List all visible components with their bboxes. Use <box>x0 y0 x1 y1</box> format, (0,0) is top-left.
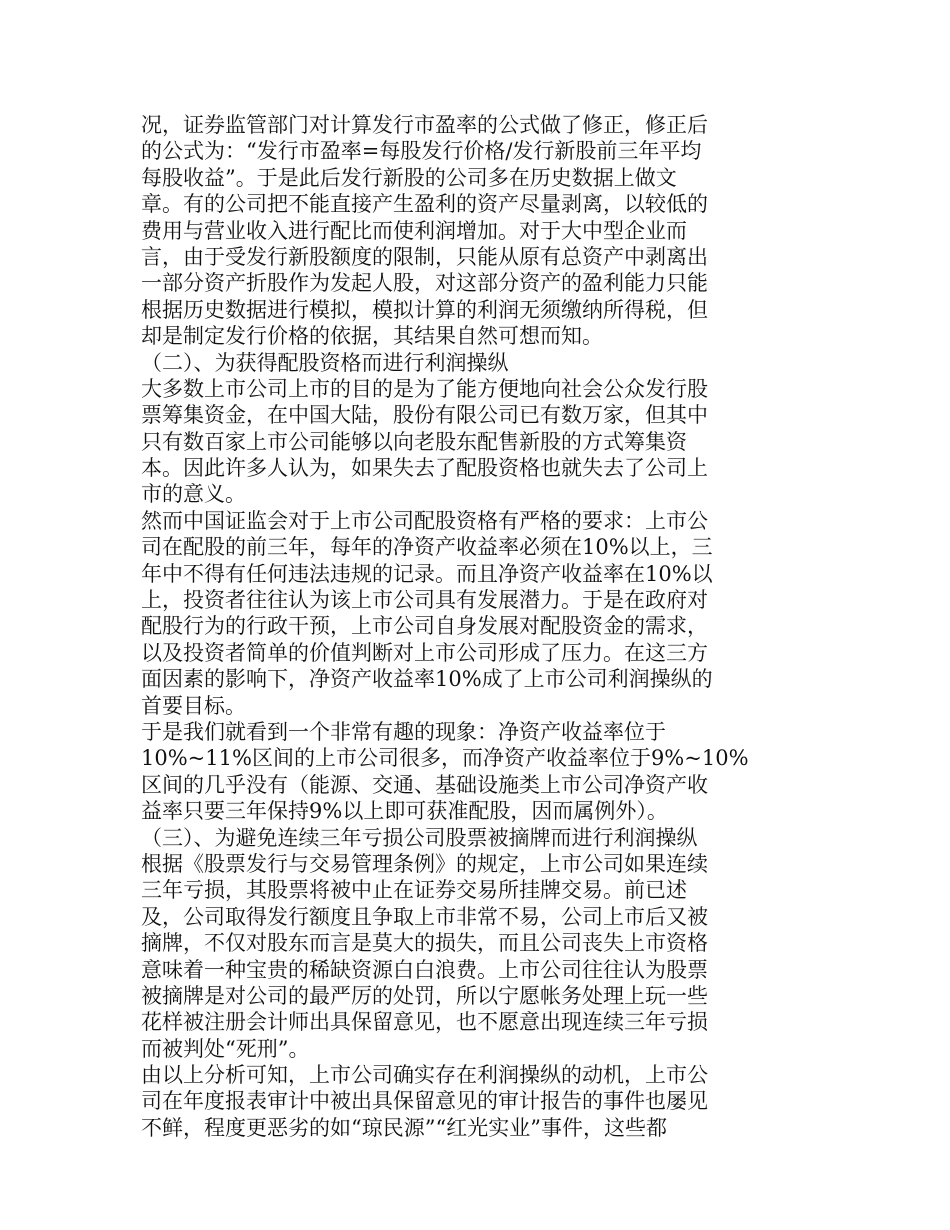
text-line: 配股行为的行政干预，上市公司自身发展对配股资金的需求， <box>141 614 708 639</box>
text-line: 不鲜，程度更恶劣的如“琼民源”“红光实业”事件，这些都 <box>141 1115 667 1140</box>
text-line: 由以上分析可知，上市公司确实存在利润操纵的动机，上市公 <box>141 1063 708 1088</box>
text-line: 三年亏损，其股票将被中止在证券交易所挂牌交易。前已述 <box>141 878 687 903</box>
text-line: 一部分资产折股作为发起人股，对这部分资产的盈利能力只能 <box>141 271 708 296</box>
text-line: 大多数上市公司上市的目的是为了能方便地向社会公众发行股 <box>141 376 708 401</box>
document-body <box>141 112 749 1141</box>
text-line: 司在配股的前三年，每年的净资产收益率必须在10%以上，三 <box>141 535 713 560</box>
text-line: 然而中国证监会对于上市公司配股资格有严格的要求：上市公 <box>141 508 708 533</box>
text-line: 意味着一种宝贵的稀缺资源白白浪费。上市公司往往认为股票 <box>141 957 708 982</box>
text-line: 年中不得有任何违法违规的记录。而且净资产收益率在10%以 <box>141 561 713 586</box>
text-line: （二）、为获得配股资格而进行利润操纵 <box>141 350 509 375</box>
text-line: 本。因此许多人认为，如果失去了配股资格也就失去了公司上 <box>141 456 708 481</box>
text-line: 况，证券监管部门对计算发行市盈率的公式做了修正，修正后 <box>141 113 708 137</box>
text-line: 却是制定发行价格的依据，其结果自然可想而知。 <box>141 324 603 349</box>
text-line: （三）、为避免连续三年亏损公司股票被摘牌而进行利润操纵 <box>141 825 698 850</box>
text-line: 章。有的公司把不能直接产生盈利的资产尽量剥离，以较低的 <box>141 192 708 217</box>
text-line: 市的意义。 <box>141 482 246 507</box>
text-line: 以及投资者简单的价值判断对上市公司形成了压力。在这三方 <box>141 640 708 665</box>
text-line: 司在年度报表审计中被出具保留意见的审计报告的事件也屡见 <box>141 1089 708 1114</box>
text-line: 花样被注册会计师出具保留意见，也不愿意出现连续三年亏损 <box>141 1010 708 1035</box>
text-line: 区间的几乎没有（能源、交通、基础设施类上市公司净资产收 <box>141 772 708 797</box>
text-line: 言，由于受发行新股额度的限制，只能从原有总资产中剥离出 <box>141 244 708 269</box>
text-line: 根据《股票发行与交易管理条例》的规定，上市公司如果连续 <box>141 851 708 876</box>
text-line: 票筹集资金，在中国大陆，股份有限公司已有数万家，但其中 <box>141 403 708 428</box>
text-line: 首要目标。 <box>141 693 246 718</box>
text-line: 只有数百家上市公司能够以向老股东配售新股的方式筹集资 <box>141 429 687 454</box>
text-line: 每股收益”。于是此后发行新股的公司多在历史数据上做文 <box>141 165 677 190</box>
text-line: 摘牌，不仅对股东而言是莫大的损失，而且公司丧失上市资格 <box>141 931 708 956</box>
text-line: 上，投资者往往认为该上市公司具有发展潜力。于是在政府对 <box>141 588 708 613</box>
text-line: 益率只要三年保持9%以上即可获准配股，因而属例外）。 <box>141 799 668 824</box>
text-line: 10%~11%区间的上市公司很多，而净资产收益率位于9%~10% <box>141 746 749 771</box>
text-line: 被摘牌是对公司的最严厉的处罚，所以宁愿帐务处理上玩一些 <box>141 983 708 1008</box>
text-line: 面因素的影响下，净资产收益率10%成了上市公司利润操纵的 <box>141 667 713 692</box>
text-line: 的公式为：“发行市盈率=每股发行价格/发行新股前三年平均 <box>141 139 702 164</box>
text-line: 于是我们就看到一个非常有趣的现象：净资产收益率位于 <box>141 719 666 744</box>
text-line: 根据历史数据进行模拟，模拟计算的利润无须缴纳所得税，但 <box>141 297 708 322</box>
text-line: 而被判处“死刑”。 <box>141 1036 310 1061</box>
text-line: 费用与营业收入进行配比而使利润增加。对于大中型企业而 <box>141 218 687 243</box>
text-line: 及，公司取得发行额度且争取上市非常不易，公司上市后又被 <box>141 904 708 929</box>
